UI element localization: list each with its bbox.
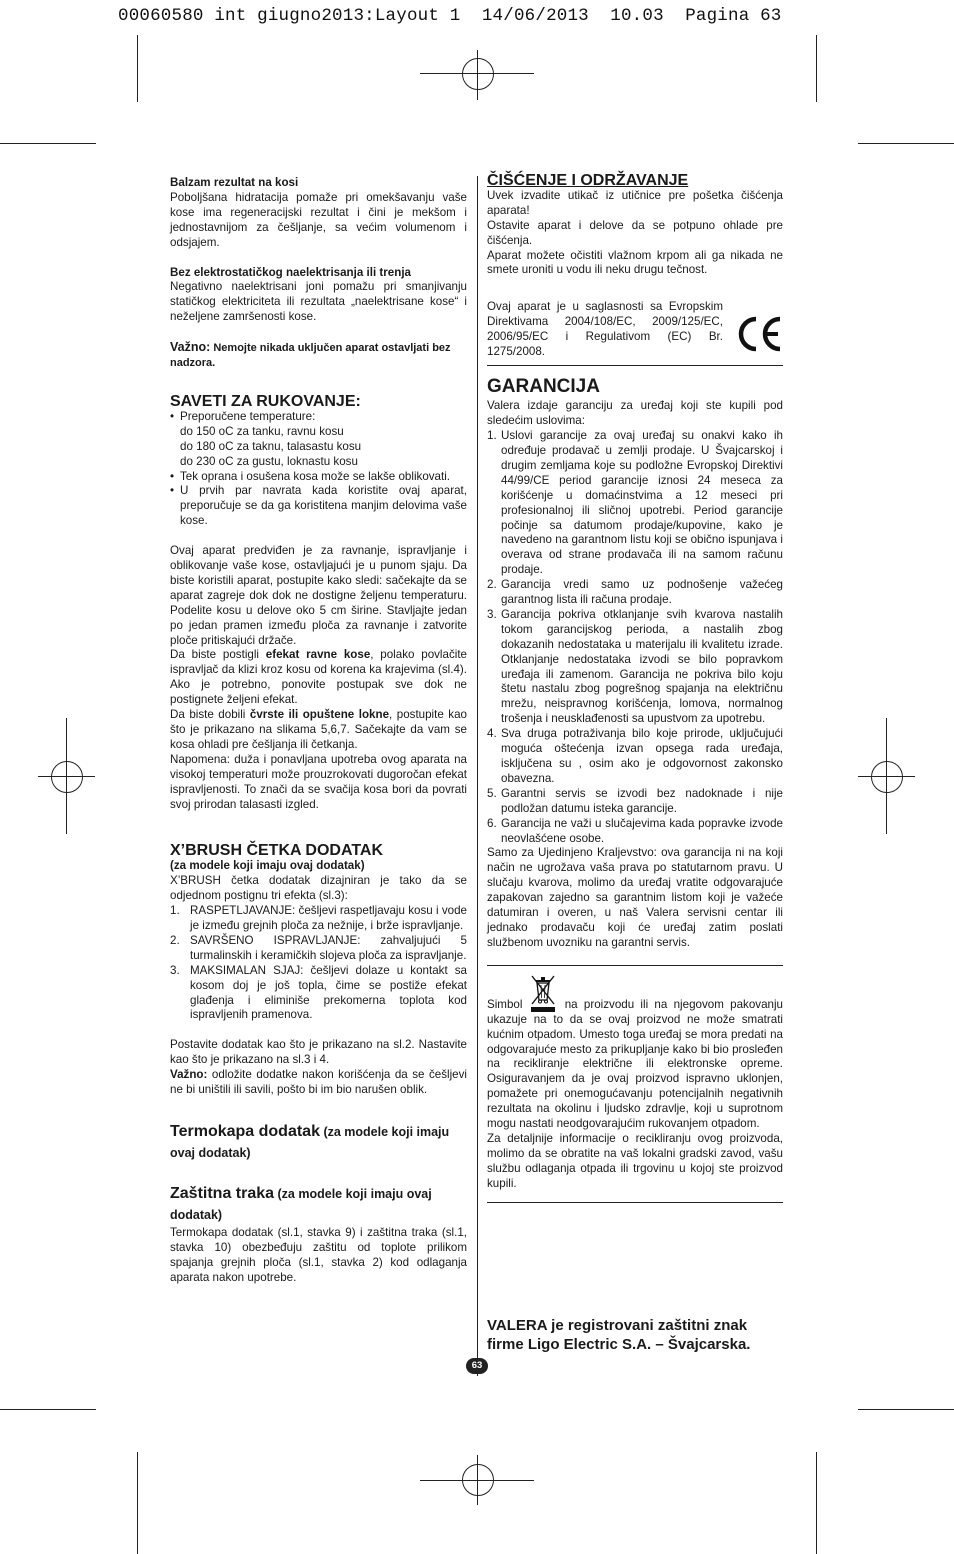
- recycling-info: Za detaljnije informacije o recikliranju ovog proizvoda, molimo da se obratite na vaš lokalni gradski zavod, vašu službu odlaganja otpada ili trgovinu u kojoj ste proizvod kupili.: [487, 1131, 783, 1190]
- list-item: [487, 787, 783, 817]
- crossed-bin-icon: [527, 974, 559, 1012]
- balzam-heading: Balzam rezultat na kosi: [170, 176, 299, 189]
- garancija-heading: GARANCIJA: [487, 376, 600, 398]
- termo-heading: [170, 1122, 467, 1164]
- item-text: Garancija pokriva otklanjanje svih kvarova nastalih tokom garancijskog perioda, a nastalih zbog dokazanih nedostataka u materijalu ili kvalitetu izrade. Otklanjanje nedostataka izvodi se bilo popravkom uređaja ili zamenom. Garancija ne pokriva bilo koju štetu nastalu zbog pogrešnog spajanja na električnu mrežu, neispravnog korišćenja, lomova, normalnog trošenja i neusklađenosti sa upustvom za upotrebu.: [501, 607, 783, 726]
- divider: [487, 1202, 783, 1203]
- usage-note: Napomena: duža i ponavljana upotreba ovog aparata na visokoj temperaturi može prouzrokovati dugoročan efekat ispravljenosti. To znači da se svačija kosa bori da povrati svoj prirodan talasasti izgled.: [170, 752, 467, 811]
- item-text: Garancija ne važi u slučajevima kada popravke izvode neovlašćene osobe.: [501, 816, 783, 845]
- list-item: [170, 964, 467, 1024]
- ce-text: Ovaj aparat je u saglasnosti sa Evropskim Direktivama 2004/108/EC, 2009/125/EC, 2006/95/EC i Regulativom (EC) Br. 1275/2008.: [487, 300, 723, 359]
- termo-title: Termokapa dodatak: [170, 1122, 320, 1140]
- item-text: MAKSIMALAN SJAJ: češljevi dolaze u kontakt sa kosom doj je još topla, čime se postiže efekat glađenja i eliminiše prekomerna toplota kod ispravljenih pramenova.: [190, 963, 467, 1022]
- postavite-text: Postavite dodatak kao što je prikazano na sl.2. Nastavite kao što je prikazano na sl.3 i 4.: [170, 1038, 467, 1067]
- ce-mark-icon: [735, 315, 783, 353]
- item-number: 2.: [170, 933, 180, 947]
- list-item: • Tek oprana i osušena kosa može se lakše oblikovati.: [170, 470, 467, 485]
- list-item: [487, 608, 783, 727]
- trademark-notice: VALERA je registrovani zaštitni znak firme Ligo Electric S.A. – Švajcarska.: [487, 1317, 751, 1353]
- xbrush-subheading: (za modele koji imaju ovaj dodatak): [170, 859, 365, 873]
- uk-text: Samo za Ujedinjeno Kraljevstvo: ova garancija ni na koji način ne ugrožava vaša prava po statutarnom pravu. U slučaju kvarova, molimo da uređaj vratite odgovarajuće zapakovan zajedno sa garantnim listom koji je važeće datumiran i overen, u naš Valera servisni centar ili jednako prodavaču koji će uređaj zatim poslati službenom uvozniku na garantni servis.: [487, 846, 783, 949]
- crop-mark: [858, 1409, 954, 1410]
- crop-mark: [816, 35, 817, 102]
- item-text: RASPETLJAVANJE: češljevi raspetljavaju kosu i vode je između grejnih ploča za nežnije, i brže ispravljanje.: [190, 904, 467, 932]
- item-text: Garancija vredi samo uz podnošenje važećeg garantnog lista ili računa prodaje.: [501, 578, 783, 607]
- item-number: 5.: [487, 786, 497, 800]
- item-number: 3.: [170, 963, 180, 977]
- item-number: 1.: [487, 429, 497, 443]
- page-number: 63: [466, 1358, 488, 1374]
- list-item: [487, 817, 783, 847]
- crop-mark: [137, 1452, 138, 1554]
- termo-sub: (za modele koji imaju ovaj dodatak): [170, 1124, 450, 1160]
- item-number: 6.: [487, 816, 497, 830]
- garancija-list: [487, 429, 783, 846]
- vazno2-label: Važno:: [170, 1068, 208, 1082]
- zastitna-sub: (za modele koji imaju ovaj dodatak): [170, 1186, 432, 1222]
- vazno2-text: odložite dodatke nakon korišćenja da se češljevi ne bi uništili ili savili, pošto bi im bio narušen oblik.: [170, 1068, 467, 1097]
- xbrush-heading: X’BRUSH ČETKA DODATAK: [170, 842, 384, 860]
- crop-mark: [816, 1452, 817, 1554]
- vazno-text: Nemojte nikada uključen aparat ostavljati bez nadzora.: [170, 342, 451, 370]
- ciscenje-text-3: Aparat možete očistiti vlažnom krpom ali ga nikada ne smete uroniti u vodu ili neku drugu tečnost.: [487, 248, 783, 277]
- termo-text: Termokapa dodatak (sl.1, stavka 9) i zaštitna traka (sl.1, stavka 10) obezbeđuju zaštitu od toplote prilikom spajanja grejnih ploča (sl.1, stavka 2) kod odlaganja aparata nakon upotrebe.: [170, 1225, 467, 1284]
- ciscenje-heading: ČIŠĆENJE I ODRŽAVANJE: [487, 172, 689, 189]
- usage-paragraph-3: [170, 708, 467, 753]
- temp-intro: Preporučene temperature:: [180, 409, 316, 423]
- temp-line: do 150 oC za tanku, ravnu kosu: [180, 424, 344, 438]
- crop-mark: [0, 143, 96, 144]
- item-number: 1.: [170, 904, 180, 918]
- list-item: [487, 429, 783, 578]
- saveti-list: [170, 410, 467, 529]
- ce-block: [487, 300, 783, 362]
- text-span: , polako povlačite ispravljač da klizi kroz kosu od korena ka krajevima (sl.4). Ako je potrebno, ponovite postupak sve dok ne postignete željeni efekat.: [170, 648, 467, 707]
- list-item: [487, 578, 783, 608]
- vazno-label: Važno:: [170, 340, 211, 355]
- list-item: [170, 934, 467, 964]
- text-span: Da biste dobili: [170, 708, 250, 722]
- crop-mark: [137, 35, 138, 102]
- bez-text: Negativno naelektrisani joni pomažu pri smanjivanju statičkog elektriciteta ili rezultata „naelektrisane kose“ i neželjene zamršenosti kose.: [170, 280, 467, 324]
- balzam-text: Poboljšana hidratacija pomaže pri omekšavanju vaše kose ima regeneracijski rezultat i čini je mekšom i jednostavnijom za češljanje, sa većim volumenom i odsjajem.: [170, 190, 467, 249]
- weee-block: [487, 974, 783, 1192]
- weee-description: na proizvodu ili na njegovom pakovanju ukazuje na to da se ovaj proizvod ne može smatrati kućnim otpadom. Umesto toga uređaj se mora predati na odgovarajuće mesto za prikupljanje kako bi bio prosleđen na recikliranje električne ili elektronske opreme. Osiguravanjem da je ovaj proizvod ispravno uklonjen, pomažete pri onemogućavanju potencijalnih negativnih rezultata na okolinu i ljudsko zdravlje, koji u suprotnom mogu nastati neodgovarajućim rukovanjem otpadom.: [487, 997, 783, 1131]
- crop-mark: [858, 143, 954, 144]
- item-number: 2.: [487, 578, 497, 592]
- emphasis: efekat ravne kose: [265, 648, 371, 662]
- bez-heading: Bez elektrostatičkog naelektrisanja ili trenja: [170, 265, 411, 279]
- temp-line: do 230 oC za gustu, loknastu kosu: [180, 454, 358, 468]
- text-span: Da biste postigli: [170, 648, 266, 662]
- list-item: • U prvih par navrata kada koristite ovaj aparat, preporučuje se da ga koristitena manjim delovima vaše kose.: [170, 484, 467, 529]
- item-number: 3.: [487, 607, 497, 621]
- simbol-word: Simbol: [487, 997, 523, 1011]
- left-column: [170, 176, 467, 1286]
- usage-paragraph-1: Ovaj aparat predviđen je za ravnanje, ispravljanje i oblikovanje vaše kose, ostavljajući je u punom sjaju. Da biste koristili aparat, postupite kako sledi: sačekajte da se aparat zagreje dok dok ne dostigne željenu temperaturu. Podelite kosu u delove oko 5 cm širine. Stavljajte jedan po jedan pramen između ploča za ravnanje i zatvorite ploče pritiskajući držače.: [170, 544, 467, 647]
- item-text: Uslovi garancije za ovaj uređaj su onakvi kako ih određuje prodavač u zemlji prodaje. U Švajcarskoj i drugim zemljama koje su podložne Evropskoj Direktivi 44/99/CE period garancije iznosi 24 meseca za korišćenje u domaćinstvima a 12 meseci pri profesionalnoj ili sličnoj upotrebi. Period garancije počinje sa datumom prodaje/kupovine, kako je navedeno na garantnom listu koji se obično ispunjava i overava od strane prodavača ili na samom računu prodaje.: [501, 429, 783, 577]
- vazno-note: [170, 340, 467, 371]
- item-number: 4.: [487, 727, 497, 741]
- list-item: [170, 904, 467, 934]
- text-span: , postupite kao što je prikazano na slikama 5,6,7. Sačekajte da vam se kosa ohladi pre češljanja ili četkanja.: [170, 708, 467, 751]
- ciscenje-text-2: Ostavite aparat i delove da se potpuno ohlade pre čišćenja.: [487, 218, 783, 247]
- garancija-intro: Valera izdaje garanciju za uređaj koji ste kupili pod sledećim uslovima:: [487, 399, 783, 428]
- list-item: [170, 410, 467, 470]
- xbrush-list: [170, 904, 467, 1023]
- emphasis: čvrste ili opuštene lokne: [249, 708, 390, 722]
- xbrush-intro: X’BRUSH četka dodatak dizajniran je tako da se odjednom postignu tri efekta (sl.3):: [170, 874, 467, 903]
- crop-mark: [0, 1409, 96, 1410]
- print-slug-header: 00060580 int giugno2013:Layout 1 14/06/2013 10.03 Pagina 63: [118, 6, 782, 26]
- item-text: SAVRŠENO ISPRAVLJANJE: zahvaljujući 5 turmalinskih i keramičkih slojeva ploča za ispravljanje.: [190, 933, 467, 962]
- ciscenje-text-1: Uvek izvadite utikač iz utičnice pre pošetka čišćenja aparata!: [487, 188, 783, 217]
- zastitna-heading: [170, 1184, 467, 1226]
- item-text: Garantni servis se izvodi bez nadoknade i nije podložan datumu isteka garancije.: [501, 786, 783, 815]
- column-divider: [477, 176, 478, 1376]
- list-item: [487, 727, 783, 787]
- item-text: Sva druga potraživanja bilo koje prirode, uključujući moguća oštećenja izvan opsega rada uređaja, isključena su , osim ako je odgovornost zakonsko obavezna.: [501, 727, 783, 785]
- right-column: [487, 174, 783, 1203]
- vazno2-note: [170, 1068, 467, 1098]
- temp-line: do 180 oC za taknu, talasastu kosu: [180, 439, 362, 453]
- zastitna-title: Zaštitna traka: [170, 1184, 275, 1202]
- saveti-heading: SAVETI ZA RUKOVANJE:: [170, 392, 361, 410]
- usage-paragraph-2: [170, 648, 467, 708]
